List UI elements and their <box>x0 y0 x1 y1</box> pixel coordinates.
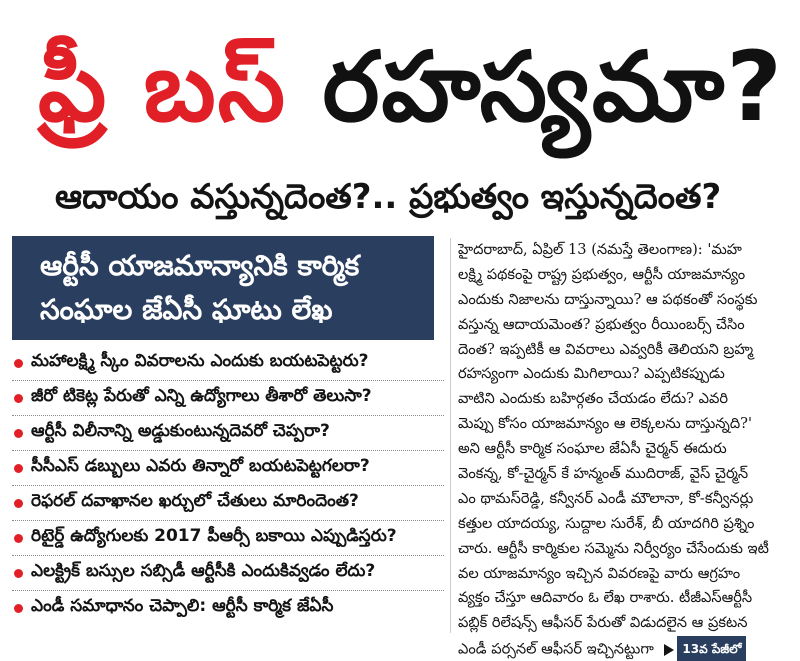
body-line-last: ఎండీ పర్సనల్ ఆఫీసర్ ఇచ్చినట్టుగా 13వ పేజీలో <box>458 636 790 661</box>
body-line: పబ్లిక్ రిలేషన్స్ ఆఫీసర్ పేరుతో విడుదలైన ఆ ప్రకటన <box>458 614 748 632</box>
body-line: వెంకన్న, కో-చైర్మన్ కే హన్మంత్ ముదిరాజ్, వైస్ చైర్మన్ <box>458 465 749 483</box>
bullet-item: రెఫరల్ దవాఖానల ఖర్చులో చేతులు మారిందెంత? <box>12 486 444 521</box>
body-line: చారు. ఆర్టీసీ కార్మికుల సమ్మెను నిర్వీర్యం చేసేందుకు ఇటీ <box>458 539 769 557</box>
body-line: హైదరాబాద్, ఏప్రిల్ 13 (నమస్తే తెలంగాణ): 'మహ <box>458 241 742 258</box>
continuation-link[interactable] <box>664 636 746 661</box>
body-line: ఎం థామస్‌రెడ్డి, కన్వీనర్ ఎండీ మౌలానా, కో-కన్వీనర్లు <box>458 489 754 507</box>
bullet-item: ఎలక్ట్రిక్ బస్సుల సబ్సిడీ ఆర్టీసీకి ఎందుకివ్వడం లేదు? <box>12 556 444 591</box>
bullet-item: జీరో టికెట్ల పేరుతో ఎన్ని ఉద్యోగాలు తీశారో తెలుసా? <box>12 381 444 416</box>
bullet-item: ఆర్టీసీ విలీనాన్ని అడ్డుకుంటున్నదెవరో చెప్పరా? <box>12 416 444 451</box>
bullet-dot-icon <box>14 569 23 578</box>
body-line: వస్తున్న ఆదాయమెంత? ప్రభుత్వం రీయింబర్స్ చేసిం <box>458 315 745 333</box>
bullet-dot-icon <box>14 604 23 613</box>
play-arrow-icon <box>664 644 674 656</box>
bullet-list <box>12 346 444 625</box>
headline-part-black: రహస్యమా? <box>322 31 784 143</box>
bullet-dot-icon <box>14 499 23 508</box>
headline-part-red: ఫ్రీ బస్ <box>38 31 288 143</box>
body-line: కత్తుల యాదయ్య, సుద్దాల సురేశ్, బీ యాదగిరి ప్రశ్నిం <box>458 514 755 532</box>
bullet-dot-icon <box>14 359 23 368</box>
body-line: వ్యక్తం చేస్తూ ఆదివారం ఓ లేఖ రాశారు. టీజీఎస్ఆర్టీసీ <box>458 589 753 607</box>
bullet-dot-icon <box>14 534 23 543</box>
body-line: రహస్యంగా ఎందుకు మిగిలాయి? ఎప్పటికప్పుడు <box>458 365 725 383</box>
banner-line-1: ఆర్టీసీ యాజమాన్యానికి కార్మిక <box>40 249 360 282</box>
bullet-dot-icon <box>14 394 23 403</box>
banner-line-2: సంఘాల జేఏసీ ఘాటు లేఖ <box>40 293 333 326</box>
bullet-item: ఎండీ సమాధానం చెప్పాలి: ఆర్టీసీ కార్మిక జేఏసీ <box>12 591 444 625</box>
article-body <box>458 238 790 661</box>
headline <box>38 12 784 162</box>
continuation-label: 13వ పేజీలో <box>677 636 746 661</box>
bullet-item: మహాలక్ష్మి స్కీం వివరాలను ఎందుకు బయటపెట్టరు? <box>12 346 444 381</box>
body-line: దెంత? ఇప్పటికీ ఆ వివరాలు ఎవ్వరికీ తెలియని బ్రహ్మ <box>458 340 754 358</box>
bullet-item: సీసీఎస్ డబ్బులు ఎవరు తిన్నారో బయటపెట్టగలరా? <box>12 451 444 486</box>
bullet-dot-icon <box>14 429 23 438</box>
bullet-item: రిటైర్డ్ ఉద్యోగులకు 2017 పీఆర్సీ బకాయి ఎప్పుడిస్తరు? <box>12 521 444 556</box>
body-line: ఎందుకు నిజాలను దాస్తున్నాయి? ఆ పథకంతో సంస్థకు <box>458 290 758 308</box>
body-line: వాటిని ఎందుకు బహిర్గతం చేయడం లేదు? ఎవరి <box>458 390 728 408</box>
subheadline: ఆదాయం వస్తున్నదెంత?.. ప్రభుత్వం ఇస్తున్నదెంత? <box>55 177 722 217</box>
body-line: వల యాజమాన్యం ఇచ్చిన వివరణపై వారు ఆగ్రహం <box>458 564 741 582</box>
body-line: మెప్పు కోసం యాజమాన్యం ఆ లెక్కలను దాస్తున్నది?' <box>458 415 752 433</box>
body-line: అని ఆర్టీసీ కార్మిక సంఘాల జేఏసీ చైర్మన్ ఈదురు <box>458 440 727 458</box>
bullet-dot-icon <box>14 464 23 473</box>
highlight-banner <box>12 236 434 340</box>
column-divider <box>450 238 451 633</box>
body-line: లక్ష్మి పథకంపై రాష్ట్ర ప్రభుత్వం, ఆర్టీసీ యాజమాన్యం <box>458 265 746 283</box>
